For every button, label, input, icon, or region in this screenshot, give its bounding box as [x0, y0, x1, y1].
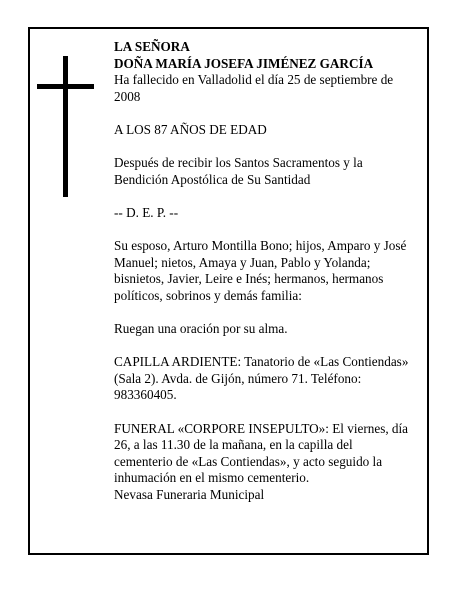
obituary-text	[114, 39, 414, 504]
funeral-home: Nevasa Funeraria Municipal	[114, 487, 265, 503]
funeral-info: FUNERAL «CORPORE INSEPULTO»: El viernes, día 26, a las 11.30 de la mañana, en la capilla del cementerio de «Las Contiendas», y acto seguido la inhumación en el mismo cementerio.	[114, 420, 409, 486]
chapel-info: CAPILLA ARDIENTE: Tanatorio de «Las Contiendas» (Sala 2). Avda. de Gijón, número 71. Teléfono: 983360405.	[114, 354, 409, 403]
age-line: A LOS 87 AÑOS DE EDAD	[114, 121, 267, 137]
death-info: Ha fallecido en Valladolid el día 25 de septiembre de 2008	[114, 72, 394, 104]
sacraments-paragraph: Después de recibir los Santos Sacramentos y la Bendición Apostólica de Su Santidad	[114, 155, 363, 187]
cross-horizontal-bar	[37, 84, 94, 89]
deceased-name: DOÑA MARÍA JOSEFA JIMÉNEZ GARCÍA	[114, 55, 374, 71]
rip-line: -- D. E. P. --	[114, 204, 179, 220]
notice-title: LA SEÑORA	[114, 39, 190, 54]
prayer-request: Ruegan una oración por su alma.	[114, 321, 288, 337]
family-paragraph: Su esposo, Arturo Montilla Bono; hijos, Amparo y José Manuel; nietos, Amaya y Juan, Pablo y Yolanda; bisnietos, Javier, Leire e Inés; hermanos, hermanos políticos, sobrinos y demás familia:	[114, 238, 407, 303]
cross-vertical-bar	[63, 56, 68, 197]
